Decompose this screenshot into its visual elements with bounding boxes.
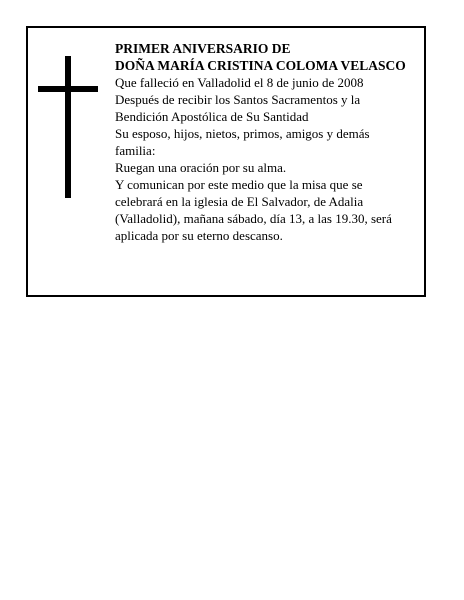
obituary-notice — [26, 26, 426, 297]
cross-horizontal-bar — [38, 86, 98, 92]
notice-heading-anniversary: PRIMER ANIVERSARIO DE — [115, 41, 291, 56]
notice-line: Después de recibir los Santos Sacramentos y la — [115, 92, 361, 107]
cross-icon — [38, 56, 98, 198]
notice-line: Su esposo, hijos, nietos, primos, amigos y demás — [115, 126, 370, 141]
cross-vertical-bar — [65, 56, 71, 198]
notice-text — [115, 40, 421, 244]
notice-line: Ruegan una oración por su alma. — [115, 160, 287, 175]
notice-heading-name: DOÑA MARÍA CRISTINA COLOMA VELASCO — [115, 58, 406, 73]
notice-line: (Valladolid), mañana sábado, día 13, a las 19.30, será — [115, 211, 392, 226]
notice-line: Bendición Apostólica de Su Santidad — [115, 109, 309, 124]
notice-line: familia: — [115, 143, 156, 158]
notice-line: celebrará en la iglesia de El Salvador, de Adalia — [115, 194, 364, 209]
notice-line: aplicada por su eterno descanso. — [115, 228, 283, 243]
notice-line: Que falleció en Valladolid el 8 de junio de 2008 — [115, 75, 364, 90]
notice-line: Y comunican por este medio que la misa que se — [115, 177, 363, 192]
